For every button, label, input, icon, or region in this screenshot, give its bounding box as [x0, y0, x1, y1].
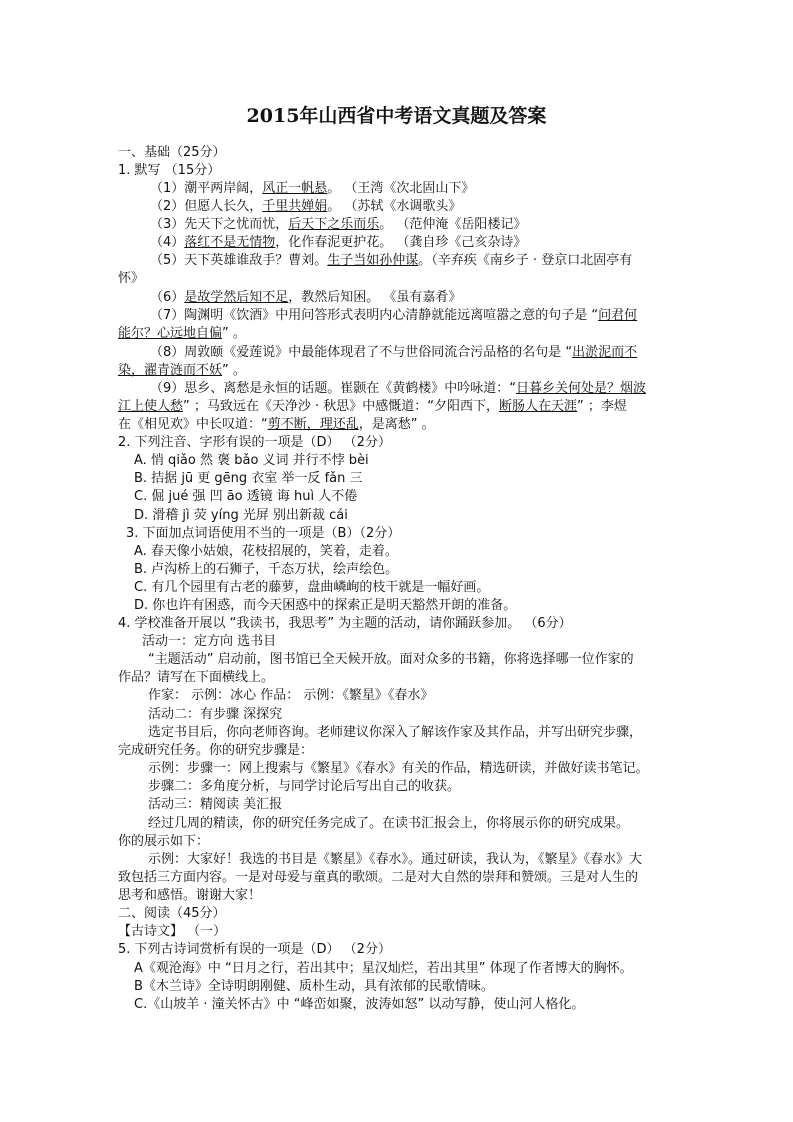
section-heading: 二、阅读（45分）	[118, 906, 226, 921]
question-heading: 5. 下列古诗词赏析有误的一项是（D） （2分）	[118, 942, 391, 957]
text: ” ；马致远在《天净沙 · 秋思》中感慨道：“夕阳西下，	[183, 399, 500, 414]
paragraph-line: 示例：大家好！我选的书目是《繁星》《春水》。通过研读，我认为，《繁星》《春水》大	[148, 852, 643, 867]
text: 在《相见欢》中长叹道：“	[118, 417, 268, 432]
answer-line	[150, 289, 461, 307]
text: 。 （苏轼《水调歌头》	[327, 199, 462, 214]
activity-heading: 活动二：有步骤 深探究	[148, 707, 283, 722]
paragraph-line: 作品？请写在下面横线上。	[118, 670, 275, 685]
question-heading: 2. 下列注音、字形有误的一项是（D） （2分）	[118, 435, 391, 450]
option-b: B. 拮据 jū 更 gēng 衣室 举一反 fǎn 三	[134, 471, 363, 486]
paragraph-line: 完成研究任务。你的研究步骤是：	[118, 743, 314, 758]
option-c: C. 倔 jué 强 凹 āo 透镜 诲 huì 人不倦	[134, 489, 358, 504]
answer-underlined: 后天下之乐而乐	[288, 217, 380, 232]
answer-line	[150, 198, 461, 216]
answer-line-cont	[118, 362, 246, 380]
question-heading: 3. 下面加点词语使用不当的一项是（B）（2分）	[126, 526, 401, 541]
activity-heading: 活动三：精阅读 美汇报	[148, 797, 283, 812]
answer-line-cont	[118, 325, 246, 343]
paragraph-line: “主题活动” 启动前，图书馆已全天候开放。面对众多的书籍，你将选择哪一位作家的	[148, 652, 634, 667]
answer-underlined: 生子当如孙仲谋	[327, 253, 419, 268]
option-b: B. 卢沟桥上的石狮子，千态万状，绘声绘色。	[134, 562, 399, 577]
text: （4）	[150, 235, 185, 250]
answer-underlined: 出淤泥而不	[572, 345, 638, 360]
option-b: B《木兰诗》全诗明朗刚健、质朴生动，具有浓郁的民歌情味。	[134, 979, 494, 994]
option-a: A. 春天像小姑娘，花枝招展的，笑着，走着。	[134, 544, 398, 559]
text: ” 。	[222, 363, 246, 378]
answer-underlined: 千里共婵娟	[262, 199, 328, 214]
text: ，化作春泥更护花。 （龚自珍《己亥杂诗》	[275, 235, 527, 250]
answer-underlined: 能尔？心远地自偏	[118, 326, 223, 341]
option-c: C.《山坡羊 · 潼关怀古》中 “峰峦如聚，波涛如怒” 以动写静，使山河人格化。	[134, 997, 585, 1012]
text: （2）但愿人长久，	[150, 199, 263, 214]
option-d: D. 你也许有困惑，而今天困惑中的探索正是明天豁然开朗的准备。	[134, 598, 517, 613]
text: 。 （范仲淹《岳阳楼记》	[379, 217, 527, 232]
text: （1）潮平两岸阔，	[150, 181, 263, 196]
answer-underlined: 落红不是无情物	[184, 235, 276, 250]
paragraph-line: 步骤二：多角度分析，与同学讨论后写出自己的收获。	[148, 779, 461, 794]
text: ” 。	[222, 326, 246, 341]
paragraph-line: 思考和感悟。谢谢大家！	[118, 888, 262, 903]
answer-underlined: 问君何	[598, 308, 638, 323]
answer-line-cont: 怀》	[118, 271, 145, 286]
option-d: D. 滑稽 jì 荧 yíng 光屏 别出新裁 cái	[134, 508, 348, 523]
paragraph-line: 示例：步骤一：网上搜索与《繁星》《春水》有关的作品，精选研读，并做好读书笔记。	[148, 761, 649, 776]
answer-underlined: 风正一帆悬	[262, 181, 328, 196]
text: （8）周敦颐《爱莲说》中最能体现君了不与世俗同流合污品格的名句是 “	[150, 345, 573, 360]
answer-underlined: 断肠人在天涯	[499, 399, 578, 414]
text: ” ；李煜	[577, 399, 627, 414]
answer-line	[150, 380, 646, 398]
subsection-heading: 【古诗文】 （一）	[118, 924, 227, 939]
text: 。 （王湾《次北固山下》	[327, 181, 475, 196]
answer-line	[150, 216, 526, 234]
answer-line	[150, 234, 526, 252]
answer-line	[150, 180, 474, 198]
answer-underlined: 是故学然后知不足	[184, 290, 289, 305]
paragraph-line: 经过几周的精读，你的研究任务完成了。在读书汇报会上，你将展示你的研究成果。	[148, 816, 630, 831]
activity-heading: 活动一：定方向 选书目	[142, 634, 277, 649]
answer-line	[150, 252, 632, 270]
text: ，是离愁” 。	[358, 417, 435, 432]
paragraph-line: 致包括三方面内容。一是对母爱与童真的歌颂。二是对大自然的崇拜和赞颂。三是对人生的	[118, 870, 639, 885]
paragraph-line: 作家： 示例：冰心 作品： 示例：《繁星》《春水》	[148, 688, 434, 703]
answer-underlined: 江上使人愁	[118, 399, 184, 414]
text: （7）陶渊明《饮酒》中用问答形式表明内心清静就能远离喧嚣之意的句子是 “	[150, 308, 599, 323]
answer-line	[150, 307, 637, 325]
option-a: A. 悄 qiǎo 然 褒 bǎo 义词 并行不悖 bèi	[134, 453, 369, 468]
answer-underlined: 日暮乡关何处是？烟波	[516, 381, 647, 396]
option-a: A《观沧海》中 “日月之行，若出其中；星汉灿烂，若出其里” 体现了作者博大的胸怀。	[134, 961, 633, 976]
page-title: 2015年山西省中考语文真题及答案	[246, 105, 547, 127]
text: （6）	[150, 290, 185, 305]
answer-line-cont	[118, 398, 627, 416]
paragraph-line: 你的展示如下：	[118, 834, 210, 849]
answer-line	[150, 344, 637, 362]
section-heading: 一、基础（25分）	[118, 145, 226, 160]
answer-underlined: 剪不断，理还乱	[267, 417, 359, 432]
text: （3）先天下之忧而忧，	[150, 217, 289, 232]
option-c: C. 有几个园里有古老的藤萝，盘曲嶙峋的枝干就是一幅好画。	[134, 580, 490, 595]
text: （5）天下英雄谁敌手？曹刘。	[150, 253, 328, 268]
text: ，教然后知困。 《虽有嘉肴》	[288, 290, 462, 305]
paragraph-line: 选定书目后，你向老师咨询。老师建议你深入了解该作家及其作品，并写出研究步骤，	[148, 725, 643, 740]
text: 。（辛弃疾《南乡子 · 登京口北固亭有	[418, 253, 633, 268]
answer-line-cont	[118, 416, 435, 434]
question-heading: 4. 学校准备开展以 “我读书，我思考” 为主题的活动，请你踊跃参加。 （6分）	[118, 616, 572, 631]
answer-underlined: 染，濯青涟而不妖	[118, 363, 223, 378]
text: （9）思乡、离愁是永恒的话题。崔颢在《黄鹤楼》中吟咏道：“	[150, 381, 517, 396]
question-heading: 1. 默写 （15分）	[118, 163, 221, 178]
